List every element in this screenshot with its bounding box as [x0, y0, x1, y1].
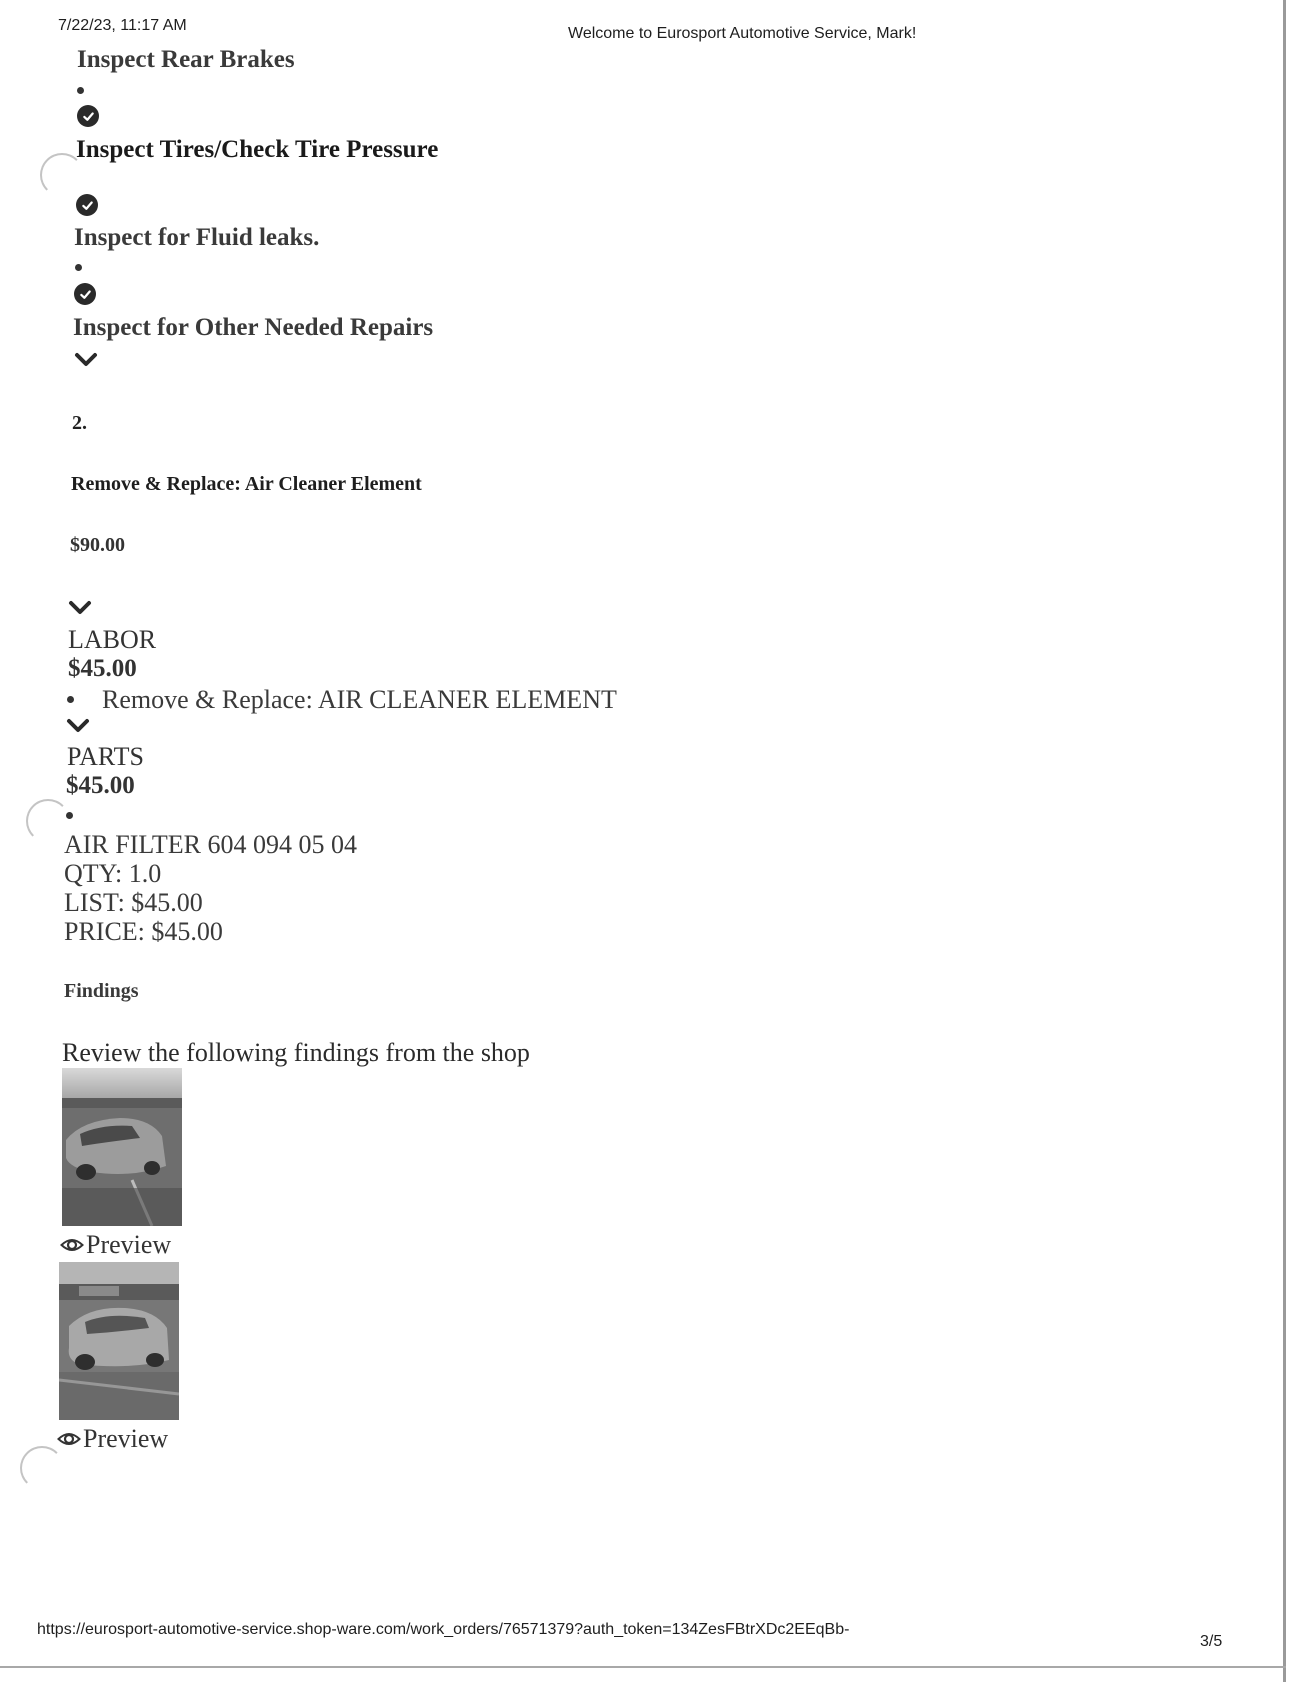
eye-icon: [57, 1430, 81, 1448]
service-price: $90.00: [70, 534, 125, 556]
parts-label: PARTS: [67, 742, 144, 771]
checkmark-circle-icon: [74, 283, 96, 305]
welcome-message: Welcome to Eurosport Automotive Service, Mark!: [568, 25, 917, 42]
inspection-item-label: Inspect Tires/Check Tire Pressure: [76, 136, 439, 163]
labor-label: LABOR: [68, 625, 157, 654]
page-number: 3/5: [1200, 1633, 1223, 1650]
preview-label: Preview: [83, 1424, 169, 1453]
bullet-dot: [66, 812, 73, 819]
parts-amount: $45.00: [66, 772, 135, 799]
print-datetime: 7/22/23, 11:17 AM: [58, 17, 187, 34]
finding-photo-thumbnail[interactable]: [59, 1262, 179, 1420]
labor-line-item: Remove & Replace: AIR CLEANER ELEMENT: [102, 685, 617, 714]
part-item: [64, 830, 357, 946]
service-number: 2.: [72, 412, 87, 434]
chevron-down-icon[interactable]: [68, 600, 92, 616]
labor-amount: $45.00: [68, 655, 137, 682]
chevron-down-icon[interactable]: [66, 718, 90, 734]
bullet-dot: [75, 264, 82, 271]
inspection-item-label: Inspect Rear Brakes: [77, 46, 295, 73]
part-list-price: LIST: $45.00: [64, 888, 203, 917]
inspection-item-label: Inspect for Other Needed Repairs: [73, 314, 434, 341]
findings-intro: Review the following findings from the shop: [62, 1038, 530, 1067]
inspection-item-label: Inspect for Fluid leaks.: [74, 224, 320, 251]
preview-label: Preview: [86, 1230, 172, 1259]
page-edge-bottom: [0, 1666, 1286, 1668]
checkmark-circle-icon: [76, 194, 98, 216]
part-price: PRICE: $45.00: [64, 917, 223, 946]
part-qty: QTY: 1.0: [64, 859, 162, 888]
service-title: Remove & Replace: Air Cleaner Element: [71, 473, 422, 495]
page-edge-right: [1283, 0, 1286, 1682]
eye-icon: [60, 1236, 84, 1254]
checkmark-circle-icon: [77, 105, 99, 127]
bullet-dot: [67, 696, 74, 703]
bullet-dot: [77, 87, 84, 94]
preview-link[interactable]: [57, 1424, 168, 1454]
page-url: https://eurosport-automotive-service.shop-ware.com/work_orders/76571379?auth_token=134ZesFBtrXDc2EEqBb-: [37, 1621, 850, 1638]
chevron-down-icon[interactable]: [74, 352, 98, 368]
finding-photo-thumbnail[interactable]: [62, 1068, 182, 1226]
preview-link[interactable]: [60, 1230, 171, 1260]
findings-heading: Findings: [64, 980, 139, 1002]
part-name: AIR FILTER 604 094 05 04: [64, 830, 357, 859]
